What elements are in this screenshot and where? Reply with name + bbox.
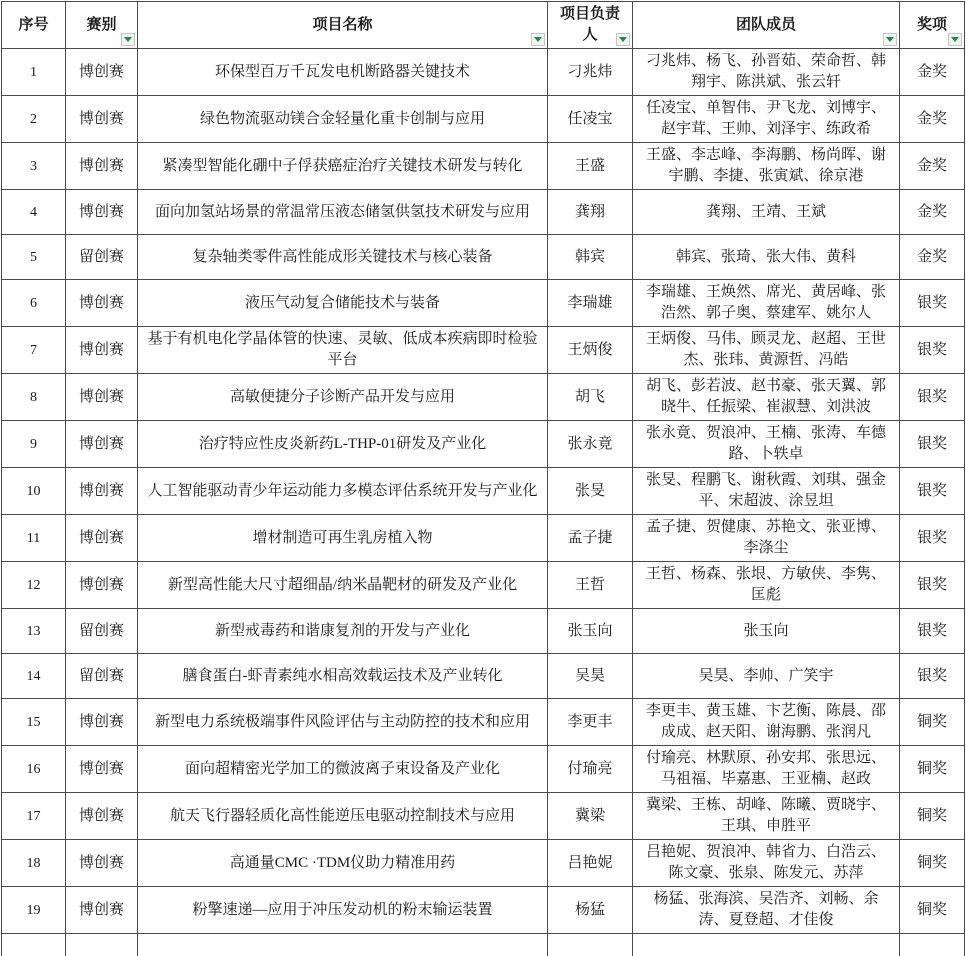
table-row bbox=[2, 887, 965, 934]
cell-project: 液压气动复合储能技术与装备 bbox=[138, 280, 548, 327]
cell-project: 高通量CMC ·TDM仪助力精准用药 bbox=[138, 840, 548, 887]
cell-leader: 龚翔 bbox=[548, 190, 633, 235]
cell-members: 任凌宝、单智伟、尹飞龙、刘博宇、赵宇茸、王帅、刘泽宇、练政希 bbox=[633, 96, 900, 143]
cell-leader: 王哲 bbox=[548, 562, 633, 609]
cell-award: 金奖 bbox=[900, 190, 965, 235]
cell-index: 9 bbox=[2, 421, 66, 468]
column-header-award bbox=[900, 2, 965, 49]
cell-members: 张旻、程鹏飞、谢秋霞、刘琪、强金平、宋超波、涂昱坦 bbox=[633, 468, 900, 515]
cell-leader: 付瑜亮 bbox=[548, 746, 633, 793]
table-row bbox=[2, 49, 965, 96]
cell-members: 龚翔、王靖、王斌 bbox=[633, 190, 900, 235]
filter-dropdown-button-project[interactable] bbox=[531, 33, 545, 46]
cell-award: 金奖 bbox=[900, 235, 965, 280]
table-row bbox=[2, 421, 965, 468]
cell-index: 6 bbox=[2, 280, 66, 327]
cell-members: 杨猛、张海滨、吴浩齐、刘畅、余涛、夏登超、才佳俊 bbox=[633, 887, 900, 934]
cell-category: 博创赛 bbox=[66, 840, 138, 887]
table-row bbox=[2, 840, 965, 887]
table-row bbox=[2, 190, 965, 235]
cell-award: 银奖 bbox=[900, 609, 965, 654]
cell-leader: 胡飞 bbox=[548, 374, 633, 421]
table-row bbox=[2, 280, 965, 327]
column-header-label: 项目名称 bbox=[312, 17, 372, 33]
filter-triangle-icon bbox=[124, 37, 132, 42]
cell-project: 复杂轴类零件高性能成形关键技术与核心装备 bbox=[138, 235, 548, 280]
cell-award: 金奖 bbox=[900, 143, 965, 190]
cell-category: 博创赛 bbox=[66, 49, 138, 96]
cell-leader: 刁兆炜 bbox=[548, 49, 633, 96]
cell-leader: 孟子捷 bbox=[548, 515, 633, 562]
cell-index: 1 bbox=[2, 49, 66, 96]
cell-project: 膳食蛋白-虾青素纯水相高效载运技术及产业转化 bbox=[138, 654, 548, 699]
table-row bbox=[2, 609, 965, 654]
cell-index: 10 bbox=[2, 468, 66, 515]
column-header-label: 项目负责人 bbox=[560, 6, 620, 43]
cell-project: 治疗特应性皮炎新药L-THP-01研发及产业化 bbox=[138, 421, 548, 468]
table-row bbox=[2, 235, 965, 280]
column-header-label: 赛别 bbox=[86, 17, 116, 33]
cell-leader: 任凌宝 bbox=[548, 96, 633, 143]
cell-members: 王盛、李志峰、李海鹏、杨尚晖、谢宇鹏、李捷、张寅斌、徐京港 bbox=[633, 143, 900, 190]
cell-award: 铜奖 bbox=[900, 793, 965, 840]
cell-index: 3 bbox=[2, 143, 66, 190]
empty-cell bbox=[66, 934, 138, 956]
table-row bbox=[2, 374, 965, 421]
cell-leader: 李更丰 bbox=[548, 699, 633, 746]
cell-members: 张玉向 bbox=[633, 609, 900, 654]
cell-leader: 王炳俊 bbox=[548, 327, 633, 374]
cell-award: 铜奖 bbox=[900, 746, 965, 793]
empty-cell bbox=[900, 934, 965, 956]
cell-index: 11 bbox=[2, 515, 66, 562]
cell-award: 铜奖 bbox=[900, 840, 965, 887]
cell-members: 吕艳妮、贺浪冲、韩省力、白浩云、陈文豪、张泉、陈发元、苏萍 bbox=[633, 840, 900, 887]
cell-project: 新型戒毒药和谐康复剂的开发与产业化 bbox=[138, 609, 548, 654]
cell-category: 留创赛 bbox=[66, 235, 138, 280]
cell-index: 14 bbox=[2, 654, 66, 699]
cell-members: 冀梁、王栋、胡峰、陈曦、贾晓宇、王琪、申胜平 bbox=[633, 793, 900, 840]
table-row bbox=[2, 327, 965, 374]
cell-category: 博创赛 bbox=[66, 327, 138, 374]
cell-index: 4 bbox=[2, 190, 66, 235]
table-row bbox=[2, 515, 965, 562]
cell-leader: 冀梁 bbox=[548, 793, 633, 840]
cell-leader: 李瑞雄 bbox=[548, 280, 633, 327]
cell-award: 金奖 bbox=[900, 49, 965, 96]
cell-members: 张永竟、贺浪冲、王楠、张涛、车德路、卜轶卓 bbox=[633, 421, 900, 468]
filter-triangle-icon bbox=[886, 37, 894, 42]
cell-project: 高敏便捷分子诊断产品开发与应用 bbox=[138, 374, 548, 421]
column-header-leader bbox=[548, 2, 633, 49]
empty-cell bbox=[138, 934, 548, 956]
cell-members: 付瑜亮、林默原、孙安邦、张思远、马祖福、毕嘉惠、王亚楠、赵政 bbox=[633, 746, 900, 793]
table-row bbox=[2, 793, 965, 840]
cell-award: 银奖 bbox=[900, 327, 965, 374]
cell-project: 基于有机电化学晶体管的快速、灵敏、低成本疾病即时检验平台 bbox=[138, 327, 548, 374]
cell-members: 刁兆炜、杨飞、孙晋茹、荣命哲、韩翔宇、陈洪斌、张云轩 bbox=[633, 49, 900, 96]
cell-category: 博创赛 bbox=[66, 280, 138, 327]
column-header-index bbox=[2, 2, 66, 49]
cell-project: 新型高性能大尺寸超细晶/纳米晶靶材的研发及产业化 bbox=[138, 562, 548, 609]
table-row bbox=[2, 143, 965, 190]
cell-project: 航天飞行器轻质化高性能逆压电驱动控制技术与应用 bbox=[138, 793, 548, 840]
cell-members: 韩宾、张琦、张大伟、黄科 bbox=[633, 235, 900, 280]
cell-index: 2 bbox=[2, 96, 66, 143]
table-row bbox=[2, 96, 965, 143]
table-header bbox=[2, 2, 965, 49]
filter-triangle-icon bbox=[951, 37, 959, 42]
empty-cell bbox=[548, 934, 633, 956]
cell-category: 留创赛 bbox=[66, 654, 138, 699]
cell-members: 孟子捷、贺健康、苏艳文、张亚博、李涤尘 bbox=[633, 515, 900, 562]
filter-dropdown-button-award[interactable] bbox=[948, 33, 962, 46]
cell-category: 博创赛 bbox=[66, 887, 138, 934]
cell-project: 环保型百万千瓦发电机断路器关键技术 bbox=[138, 49, 548, 96]
cell-index: 7 bbox=[2, 327, 66, 374]
cell-category: 博创赛 bbox=[66, 143, 138, 190]
table-row bbox=[2, 562, 965, 609]
cell-members: 胡飞、彭若波、赵书豪、张天翼、郭晓牛、任振梁、崔淑慧、刘洪波 bbox=[633, 374, 900, 421]
cell-members: 王炳俊、马伟、顾灵龙、赵超、王世杰、张玮、黄源哲、冯皓 bbox=[633, 327, 900, 374]
filter-dropdown-button-members[interactable] bbox=[883, 33, 897, 46]
cell-index: 17 bbox=[2, 793, 66, 840]
filter-dropdown-button-category[interactable] bbox=[121, 33, 135, 46]
table-row bbox=[2, 746, 965, 793]
cell-award: 银奖 bbox=[900, 421, 965, 468]
column-header-label: 团队成员 bbox=[736, 17, 796, 33]
cell-leader: 张旻 bbox=[548, 468, 633, 515]
cell-project: 面向超精密光学加工的微波离子束设备及产业化 bbox=[138, 746, 548, 793]
empty-cell bbox=[633, 934, 900, 956]
cell-index: 15 bbox=[2, 699, 66, 746]
cell-category: 博创赛 bbox=[66, 468, 138, 515]
cell-members: 李更丰、黄玉雄、卞艺衡、陈晨、邵成成、赵天阳、谢海鹏、张润凡 bbox=[633, 699, 900, 746]
cell-index: 8 bbox=[2, 374, 66, 421]
cell-leader: 王盛 bbox=[548, 143, 633, 190]
cell-index: 19 bbox=[2, 887, 66, 934]
cell-project: 绿色物流驱动镁合金轻量化重卡创制与应用 bbox=[138, 96, 548, 143]
cell-leader: 韩宾 bbox=[548, 235, 633, 280]
cell-project: 粉擎速递—应用于冲压发动机的粉末输运装置 bbox=[138, 887, 548, 934]
cell-award: 银奖 bbox=[900, 374, 965, 421]
cell-award: 银奖 bbox=[900, 562, 965, 609]
cell-category: 博创赛 bbox=[66, 190, 138, 235]
table-row bbox=[2, 468, 965, 515]
header-row bbox=[2, 2, 965, 49]
cell-project: 新型电力系统极端事件风险评估与主动防控的技术和应用 bbox=[138, 699, 548, 746]
empty-cell bbox=[2, 934, 66, 956]
cell-index: 16 bbox=[2, 746, 66, 793]
cell-project: 人工智能驱动青少年运动能力多模态评估系统开发与产业化 bbox=[138, 468, 548, 515]
cell-leader: 吕艳妮 bbox=[548, 840, 633, 887]
cell-project: 面向加氢站场景的常温常压液态储氢供氢技术研发与应用 bbox=[138, 190, 548, 235]
table-row bbox=[2, 699, 965, 746]
cell-project: 紧凑型智能化硼中子俘获癌症治疗关键技术研发与转化 bbox=[138, 143, 548, 190]
cell-category: 博创赛 bbox=[66, 374, 138, 421]
table-row bbox=[2, 654, 965, 699]
cell-leader: 张玉向 bbox=[548, 609, 633, 654]
cell-category: 博创赛 bbox=[66, 515, 138, 562]
cell-index: 18 bbox=[2, 840, 66, 887]
filter-triangle-icon bbox=[534, 37, 542, 42]
cell-leader: 杨猛 bbox=[548, 887, 633, 934]
cell-category: 留创赛 bbox=[66, 609, 138, 654]
cell-leader: 吴昊 bbox=[548, 654, 633, 699]
cell-category: 博创赛 bbox=[66, 562, 138, 609]
cell-members: 李瑞雄、王焕然、席光、黄居峰、张浩然、郭子奥、蔡建军、姚尔人 bbox=[633, 280, 900, 327]
cell-project: 增材制造可再生乳房植入物 bbox=[138, 515, 548, 562]
cell-leader: 张永竟 bbox=[548, 421, 633, 468]
cell-members: 王哲、杨森、张垠、方敏侠、李隽、匡彪 bbox=[633, 562, 900, 609]
column-header-category bbox=[66, 2, 138, 49]
cell-award: 银奖 bbox=[900, 515, 965, 562]
column-header-members bbox=[633, 2, 900, 49]
column-header-label: 序号 bbox=[18, 17, 48, 33]
cell-award: 金奖 bbox=[900, 96, 965, 143]
cell-category: 博创赛 bbox=[66, 421, 138, 468]
partial-empty-row bbox=[2, 934, 965, 956]
cell-category: 博创赛 bbox=[66, 699, 138, 746]
column-header-project bbox=[138, 2, 548, 49]
cell-index: 5 bbox=[2, 235, 66, 280]
cell-index: 13 bbox=[2, 609, 66, 654]
cell-category: 博创赛 bbox=[66, 793, 138, 840]
filter-dropdown-button-leader[interactable] bbox=[616, 33, 630, 46]
column-header-label: 奖项 bbox=[917, 17, 947, 33]
cell-award: 铜奖 bbox=[900, 887, 965, 934]
cell-index: 12 bbox=[2, 562, 66, 609]
cell-award: 银奖 bbox=[900, 280, 965, 327]
awards-table bbox=[1, 1, 965, 956]
cell-category: 博创赛 bbox=[66, 746, 138, 793]
cell-award: 银奖 bbox=[900, 468, 965, 515]
table-body bbox=[2, 49, 965, 956]
cell-award: 银奖 bbox=[900, 654, 965, 699]
cell-category: 博创赛 bbox=[66, 96, 138, 143]
filter-triangle-icon bbox=[619, 37, 627, 42]
cell-members: 吴昊、李帅、广笑宇 bbox=[633, 654, 900, 699]
cell-award: 铜奖 bbox=[900, 699, 965, 746]
